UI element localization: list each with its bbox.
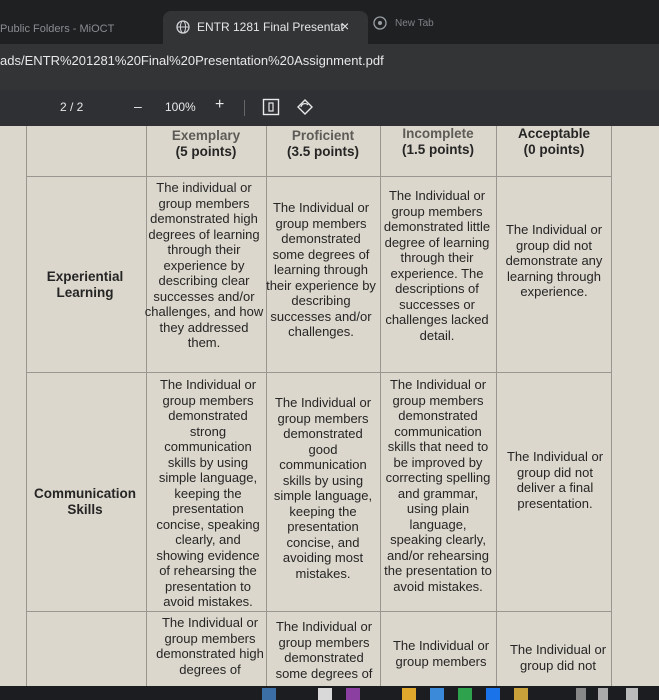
table-border (611, 126, 612, 686)
app-icon[interactable] (402, 688, 416, 700)
toolbar-divider (244, 100, 245, 116)
header-points: (3.5 points) (286, 143, 359, 159)
app-icon[interactable] (318, 688, 332, 700)
rubric-cell: The Individual or group members demonstrated communication skills that need to be improved by correcting spelling and grammar, using plain language, speaking clearly, and/or rehearsing the presentation to avoid mistakes. (384, 377, 492, 594)
tab-active[interactable] (163, 11, 368, 44)
header-label: Incomplete (402, 126, 474, 141)
app-icon[interactable] (430, 688, 444, 700)
rubric-table (26, 126, 612, 686)
rotate-icon[interactable] (296, 98, 314, 116)
header-acceptable (496, 126, 612, 157)
app-icon[interactable] (346, 688, 360, 700)
table-border (26, 176, 612, 177)
settings-icon[interactable] (626, 688, 638, 700)
table-border (26, 126, 27, 686)
sync-icon[interactable] (598, 688, 608, 700)
pdf-toolbar (0, 90, 659, 126)
rubric-cell: The Individual or group members demonstrated some degrees of (275, 619, 373, 681)
rubric-cell: The Individual or group members demonstrated strong communication skills by using simple language, keeping the presentation concise, speaking clearly, and showing evidence of rehearsing the presentation to avoid mistakes. (156, 377, 260, 609)
rubric-cell: The Individual or group members demonstrated little degree of learning through their experience. The descriptions of successes or challenges lacked detail. (383, 188, 491, 343)
tab-title: ENTR 1281 Final Presentat (197, 20, 344, 34)
app-icon[interactable] (262, 688, 276, 700)
fit-page-icon[interactable] (262, 98, 280, 116)
app-icon[interactable] (486, 688, 500, 700)
rubric-cell: The individual or group members demonstrated high degrees of learning through their experience by describing clear successes and/or challenges, and how they addressed them. (144, 180, 264, 350)
address-bar (0, 44, 659, 90)
table-border (26, 611, 612, 612)
rubric-cell: The Individual or group did not demonstrate any learning through experience. (505, 222, 603, 299)
header-label: Exemplary (171, 128, 241, 143)
header-points: (0 points) (523, 141, 585, 157)
header-label: Proficient (291, 128, 355, 143)
chevron-up-icon[interactable] (576, 688, 586, 700)
browser-tab-strip (0, 0, 659, 44)
criterion-communication-skills: Communication Skills (33, 486, 136, 517)
header-exemplary (146, 128, 266, 159)
criterion-experiential-learning: Experiential Learning (46, 269, 124, 300)
new-tab-icon[interactable] (373, 16, 387, 30)
header-label: Acceptable (517, 126, 591, 141)
url-field[interactable]: ads/ENTR%201281%20Final%20Presentation%20Assignment.pdf (0, 53, 384, 68)
rubric-cell: The Individual or group did not (509, 642, 607, 673)
rubric-cell: The Individual or group members demonstrated good communication skills by using simple language, keeping the presentation concise, and avoiding most mistakes. (273, 395, 373, 581)
header-points: (1.5 points) (401, 141, 474, 157)
zoom-level: 100% (165, 100, 196, 114)
taskbar (0, 686, 659, 700)
table-border (380, 126, 381, 686)
app-icon[interactable] (514, 688, 528, 700)
header-points: (5 points) (175, 143, 237, 159)
page-indicator[interactable]: 2 / 2 (60, 100, 84, 114)
table-border (496, 126, 497, 686)
zoom-in-button[interactable]: + (215, 96, 225, 113)
zoom-out-button[interactable]: – (134, 98, 142, 114)
header-proficient (266, 128, 380, 159)
app-icon[interactable] (458, 688, 472, 700)
bookmarks-text[interactable]: Public Folders - MiOCT (0, 23, 115, 35)
rubric-cell: The Individual or group members (392, 638, 490, 669)
globe-icon (176, 20, 190, 34)
rubric-cell: The Individual or group members demonstrated high degrees of (156, 615, 264, 677)
tab-new-tab[interactable]: New Tab (395, 18, 434, 29)
pdf-document (0, 126, 659, 686)
table-border (26, 372, 612, 373)
rubric-cell: The Individual or group members demonstrated some degrees of learning through their experience by describing successes and/or challenges. (266, 200, 376, 339)
tab-close-button[interactable]: × (341, 18, 350, 34)
rubric-cell: The Individual or group did not deliver a final presentation. (506, 449, 604, 511)
header-incomplete (380, 126, 496, 157)
